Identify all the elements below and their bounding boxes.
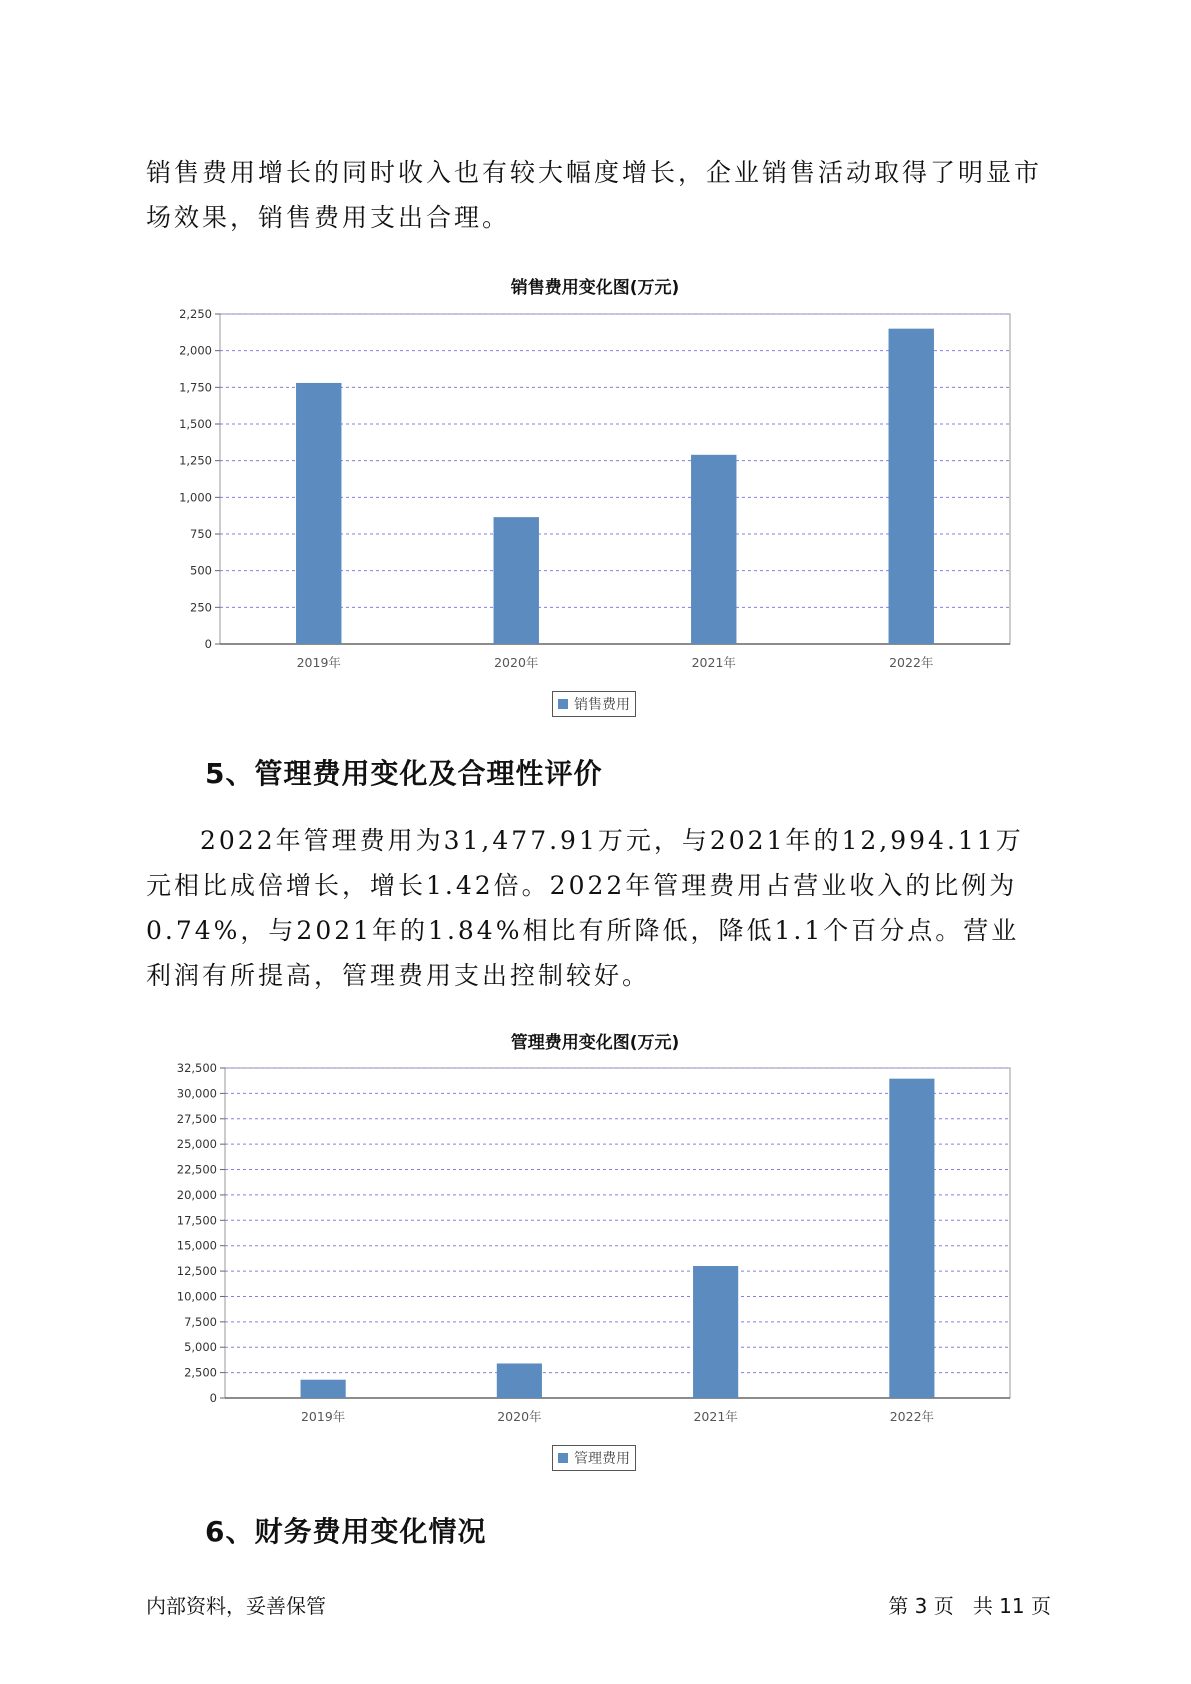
x-tick-label: 2019年: [300, 1409, 346, 1424]
y-tick-label: 250: [190, 600, 212, 615]
y-tick-label: 750: [190, 527, 212, 541]
y-tick-label: 32,500: [176, 1061, 217, 1075]
x-tick-label: 2021年: [691, 655, 736, 670]
y-tick-label: 12,500: [176, 1264, 217, 1279]
legend-swatch-icon: [558, 1453, 568, 1463]
y-tick-label: 1,500: [179, 417, 212, 431]
x-tick-label: 2020年: [497, 1409, 542, 1424]
y-tick-label: 1,250: [179, 453, 212, 468]
bar: [889, 1079, 934, 1398]
y-tick-label: 500: [190, 563, 212, 578]
y-tick-label: 5,000: [184, 1340, 217, 1355]
footer-page-number: 第 3 页 共 11 页: [888, 1594, 1051, 1618]
y-tick-label: 0: [204, 637, 212, 651]
y-tick-label: 25,000: [176, 1137, 217, 1152]
x-tick-label: 2020年: [494, 655, 539, 670]
y-tick-label: 7,500: [184, 1314, 217, 1329]
y-tick-label: 22,500: [176, 1162, 217, 1177]
y-tick-label: 15,000: [176, 1238, 217, 1253]
x-tick-label: 2022年: [889, 1409, 935, 1424]
y-tick-label: 2,500: [184, 1365, 217, 1380]
x-tick-label: 2021年: [693, 1409, 738, 1424]
legend-label: 销售费用: [574, 697, 630, 713]
y-tick-label: 0: [209, 1391, 217, 1405]
y-tick-label: 2,000: [179, 343, 212, 358]
admin-chart-title: 管理费用变化图(万元): [510, 1033, 680, 1053]
y-tick-label: 27,500: [176, 1111, 217, 1126]
section5-heading: 5、管理费用变化及合理性评价: [205, 757, 603, 790]
y-tick-label: 1,750: [179, 380, 212, 395]
sales-chart-title: 销售费用变化图(万元): [510, 278, 680, 298]
footer-confidential: 内部资料，妥善保管: [146, 1594, 326, 1618]
sales-expense-paragraph: 销售费用增长的同时收入也有较大幅度增长，企业销售活动取得了明显市场效果，销售费用支出合理。: [146, 158, 1043, 232]
bar: [497, 1363, 542, 1398]
y-tick-label: 10,000: [176, 1289, 217, 1304]
admin-expense-paragraph: 2022年管理费用为31,477.91万元，与2021年的12,994.11万元相比成倍增长，增长1.42倍。2022年管理费用占营业收入的比例为0.74%，与2021年的1.84%相比有所降低，降低1.1个百分点。营业利润有所提高，管理费用支出控制较好。: [146, 826, 1024, 990]
y-tick-label: 17,500: [176, 1213, 217, 1228]
x-tick-label: 2019年: [296, 655, 341, 670]
y-tick-label: 30,000: [176, 1086, 217, 1101]
section6-heading: 6、财务费用变化情况: [205, 1515, 487, 1548]
legend-label: 管理费用: [574, 1451, 630, 1467]
bar: [693, 1266, 738, 1398]
y-tick-label: 2,250: [179, 307, 212, 321]
bar: [301, 1380, 346, 1398]
y-tick-label: 1,000: [179, 490, 212, 505]
x-tick-label: 2022年: [889, 655, 934, 670]
admin-chart-legend: [552, 1445, 636, 1471]
y-tick-label: 20,000: [176, 1187, 217, 1202]
